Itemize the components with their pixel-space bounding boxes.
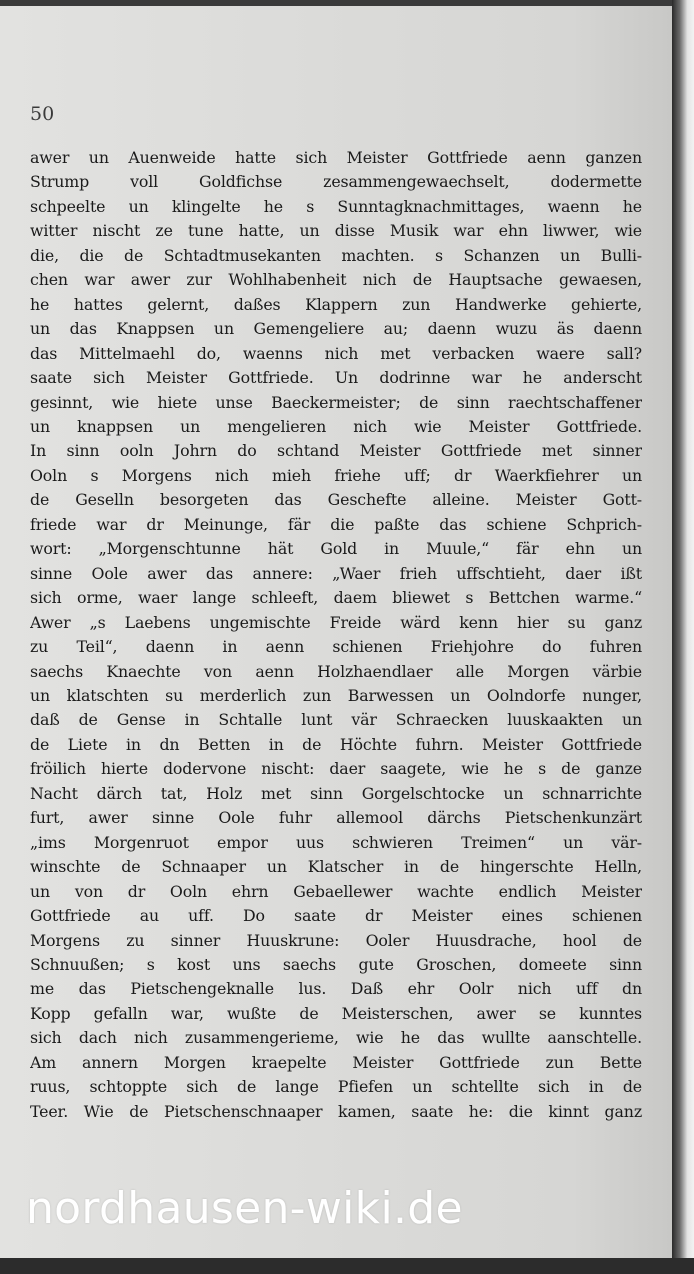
page-bottom-edge: [0, 1258, 694, 1274]
text-line: un klatschten su merderlich zun Barwessen un Oolndorfe nunger,: [30, 685, 642, 705]
text-line: winschte de Schnaaper un Klatscher in de hingerschte Helln,: [30, 857, 642, 877]
text-line: chen war awer zur Wohlhabenheit nich de Hauptsache gewaesen,: [30, 270, 642, 290]
text-line: Am annern Morgen kraepelte Meister Gottfriede zun Bette: [30, 1052, 642, 1072]
text-line: „ims Morgenruot empor uus schwieren Treimen“ un vär-: [30, 832, 642, 852]
text-line: he hattes gelernt, daßes Klappern zun Handwerke gehierte,: [30, 294, 642, 314]
text-line: Gottfriede au uff. Do saate dr Meister eines schienen: [30, 906, 642, 926]
text-line: un von dr Ooln ehrn Gebaellewer wachte endlich Meister: [30, 881, 642, 901]
text-line: un das Knappsen un Gemengeliere au; daenn wuzu äs daenn: [30, 319, 642, 339]
text-line: Schnuußen; s kost uns saechs gute Groschen, domeete sinn: [30, 954, 642, 974]
page-number: 50: [30, 103, 55, 125]
text-line: furt, awer sinne Oole fuhr allemool därchs Pietschenkunzärt: [30, 808, 642, 828]
text-line: saate sich Meister Gottfriede. Un dodrinne war he anderscht: [30, 368, 642, 388]
text-line: gesinnt, wie hiete unse Baeckermeister; de sinn raechtschaffener: [30, 392, 642, 412]
watermark: nordhausen-wiki.de: [26, 1183, 463, 1234]
text-line: friede war dr Meinunge, fär die paßte das schiene Schprich-: [30, 514, 642, 534]
book-spine-edge: [672, 0, 694, 1274]
text-line: schpeelte un klingelte he s Sunntagknachmittages, waenn he: [30, 196, 642, 216]
text-line: wort: „Morgenschtunne hät Gold in Muule,“ fär ehn un: [30, 539, 642, 559]
text-line: witter nischt ze tune hatte, un disse Musik war ehn liwwer, wie: [30, 221, 642, 241]
text-line: Awer „s Laebens ungemischte Freide wärd kenn hier su ganz: [30, 612, 642, 632]
text-line: die, die de Schtadtmusekanten machten. s Schanzen un Bulli-: [30, 245, 642, 265]
text-line: Kopp gefalln war, wußte de Meisterschen, awer se kunntes: [30, 1003, 642, 1023]
text-line: me das Pietschengeknalle lus. Daß ehr Oolr nich uff dn: [30, 979, 642, 999]
text-line: un knappsen un mengelieren nich wie Meister Gottfriede.: [30, 416, 642, 436]
text-line: fröilich hierte dodervone nischt: daer saagete, wie he s de ganze: [30, 759, 642, 779]
text-line: Strump voll Goldfichse zesammengewaechselt, dodermette: [30, 172, 642, 192]
text-line: ruus, schtoppte sich de lange Pfiefen un schtellte sich in de: [30, 1077, 642, 1097]
text-line: Nacht därch tat, Holz met sinn Gorgelschtocke un schnarrichte: [30, 783, 642, 803]
text-line: Morgens zu sinner Huuskrune: Ooler Huusdrache, hool de: [30, 930, 642, 950]
text-line: zu Teil“, daenn in aenn schienen Friehjohre do fuhren: [30, 637, 642, 657]
text-line: de Liete in dn Betten in de Höchte fuhrn. Meister Gottfriede: [30, 734, 642, 754]
text-line: Ooln s Morgens nich mieh friehe uff; dr Waerkfiehrer un: [30, 465, 642, 485]
text-line: das Mittelmaehl do, waenns nich met verbacken waere sall?: [30, 343, 642, 363]
text-line: daß de Gense in Schtalle lunt vär Schraecken luuskaakten un: [30, 710, 642, 730]
body-text: [30, 146, 642, 1124]
text-line: sich dach nich zusammengerieme, wie he das wullte aanschtelle.: [30, 1028, 642, 1048]
text-line: Teer. Wie de Pietschenschnaaper kamen, saate he: die kinnt ganz: [30, 1101, 642, 1121]
text-line: sinne Oole awer das annere: „Waer frieh uffschtieht, daer ißt: [30, 563, 642, 583]
text-line: de Geselln besorgeten das Geschefte alleine. Meister Gott-: [30, 490, 642, 510]
text-line: saechs Knaechte von aenn Holzhaendlaer alle Morgen värbie: [30, 661, 642, 681]
text-line: sich orme, waer lange schleeft, daem bliewet s Bettchen warme.“: [30, 588, 642, 608]
text-line: awer un Auenweide hatte sich Meister Gottfriede aenn ganzen: [30, 148, 642, 167]
text-line: In sinn ooln Johrn do schtand Meister Gottfriede met sinner: [30, 441, 642, 461]
